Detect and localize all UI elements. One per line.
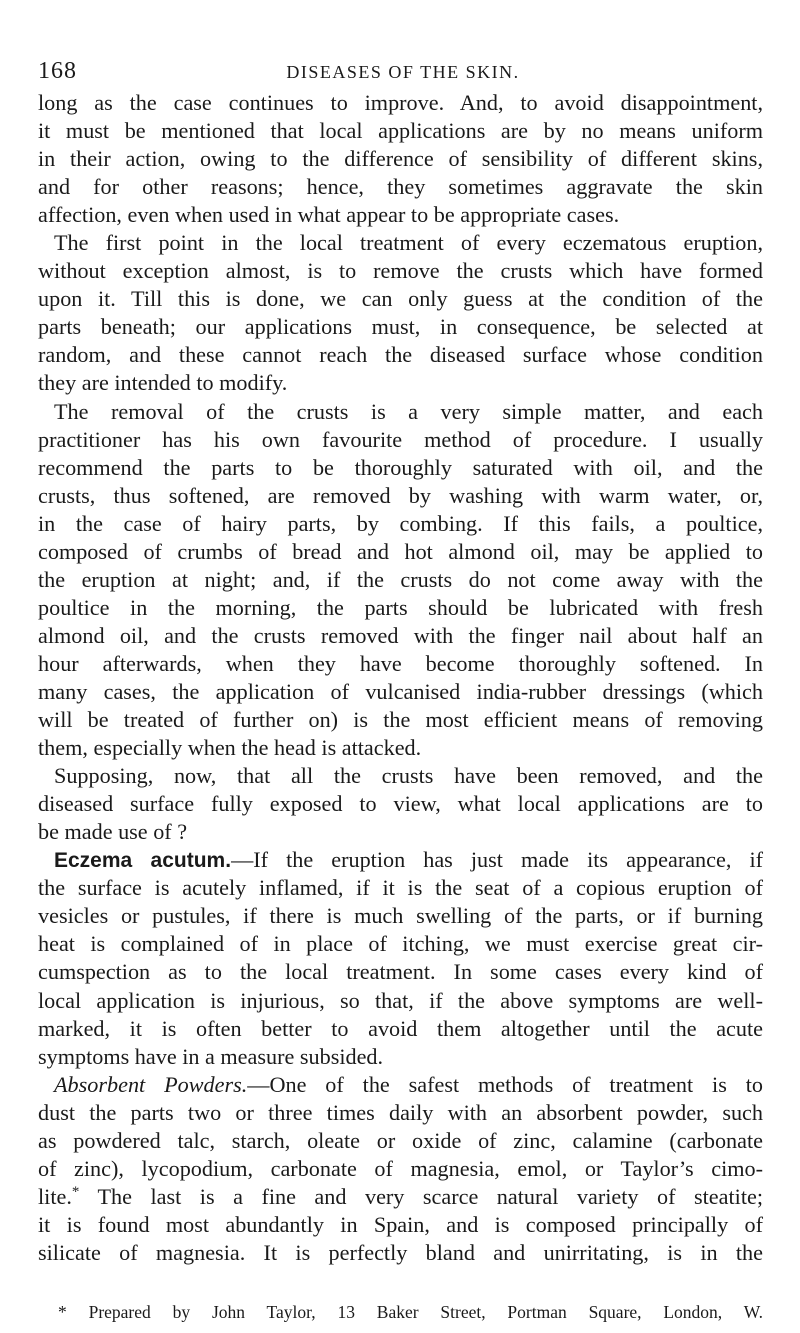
text-line: random, and these cannot reach the diseased surface whose condition (38, 342, 763, 368)
section-heading: Eczema acutum. (54, 849, 232, 873)
subsection-heading: Absorbent Powders. (54, 1071, 248, 1097)
text-line: cumspection as to the local treatment. In some cases every kind of (38, 959, 763, 985)
eczema-acutum-line (38, 846, 763, 874)
running-title: DISEASES OF THE SKIN. (286, 62, 520, 82)
text-line: diseased surface fully exposed to view, what local applications are to (38, 791, 763, 817)
text-line: affection, even when used in what appear to be appropriate cases. (38, 202, 620, 228)
text-line: composed of crumbs of bread and hot almond oil, may be applied to (38, 538, 763, 564)
text-line: will be treated of further on) is the most efficient means of removing (38, 707, 763, 733)
text-line: poultice in the morning, the parts should be lubricated with fresh (38, 594, 763, 620)
text-line: without exception almost, is to remove the crusts which have formed (38, 258, 763, 284)
text-line: silicate of magnesia. It is perfectly bland and unirritating, is in the (38, 1239, 763, 1265)
footnote-reference: * (71, 1183, 80, 1200)
body-text (38, 89, 763, 1267)
text-line: in the case of hairy parts, by combing. If this fails, a poultice, (38, 510, 763, 536)
text-line: the surface is acutely inflamed, if it is the seat of a copious eruption of (38, 875, 763, 901)
text-line: be made use of ? (38, 819, 188, 845)
text-run: The last is a fine and very scarce natural variety of steatite; (79, 1183, 763, 1209)
paragraph-start-line: Supposing, now, that all the crusts have been removed, and the (54, 763, 763, 789)
text-line: it must be mentioned that local applications are by no means uniform (38, 118, 763, 144)
text-line: hour afterwards, when they have become thoroughly softened. In (38, 650, 763, 676)
text-line: and for other reasons; hence, they sometimes aggravate the skin (38, 174, 763, 200)
text-line: upon it. Till this is done, we can only guess at the condition of the (38, 286, 763, 312)
absorbent-powders-line (38, 1071, 763, 1099)
running-head (38, 58, 768, 84)
text-line: symptoms have in a measure subsided. (38, 1043, 384, 1069)
text-line: many cases, the application of vulcanised india-rubber dressings (which (38, 678, 763, 704)
text-line: of zinc), lycopodium, carbonate of magnesia, emol, or Taylor’s cimo- (38, 1155, 763, 1181)
text-run: lite. (38, 1183, 72, 1209)
heading-run-in: —If the eruption has just made its appearance, if (231, 847, 763, 873)
text-line: as powdered talc, starch, oleate or oxide of zinc, calamine (carbonate (38, 1127, 763, 1153)
page-number: 168 (38, 58, 77, 84)
footnote (58, 1301, 763, 1323)
text-line: crusts, thus softened, are removed by washing with warm water, or, (38, 482, 763, 508)
text-line: almond oil, and the crusts removed with the finger nail about half an (38, 622, 763, 648)
text-line: vesicles or pustules, if there is much swelling of the parts, or if burning (38, 903, 763, 929)
text-line: local application is injurious, so that, if the above symptoms are well- (38, 987, 763, 1013)
text-line: in their action, owing to the difference of sensibility of different skins, (38, 146, 763, 172)
paragraph-start-line: The first point in the local treatment of every eczematous eruption, (54, 230, 763, 256)
text-line: practitioner has his own favourite method of procedure. I usually (38, 426, 763, 452)
text-line: marked, it is often better to avoid them altogether until the acute (38, 1015, 763, 1041)
cimolite-line (38, 1183, 763, 1211)
text-line: the eruption at night; and, if the crusts do not come away with the (38, 566, 763, 592)
text-line: it is found most abundantly in Spain, and is composed principally of (38, 1211, 763, 1237)
text-line: long as the case continues to improve. And, to avoid disappointment, (38, 90, 763, 115)
footnote-text: Prepared by John Taylor, 13 Baker Street, Portman Square, London, W. (66, 1302, 763, 1322)
text-line: them, especially when the head is attacked. (38, 735, 422, 761)
paragraph-start-line: The removal of the crusts is a very simple matter, and each (54, 398, 763, 424)
text-line: recommend the parts to be thoroughly saturated with oil, and the (38, 454, 763, 480)
text-line: they are intended to modify. (38, 370, 288, 396)
text-line: dust the parts two or three times daily with an absorbent powder, such (38, 1099, 763, 1125)
text-line: parts beneath; our applications must, in consequence, be selected at (38, 314, 763, 340)
heading-run-in: —One of the safest methods of treatment is to (247, 1071, 763, 1097)
text-line: heat is complained of in place of itching, we must exercise great cir- (38, 931, 763, 957)
footnote-mark: * (58, 1302, 67, 1322)
